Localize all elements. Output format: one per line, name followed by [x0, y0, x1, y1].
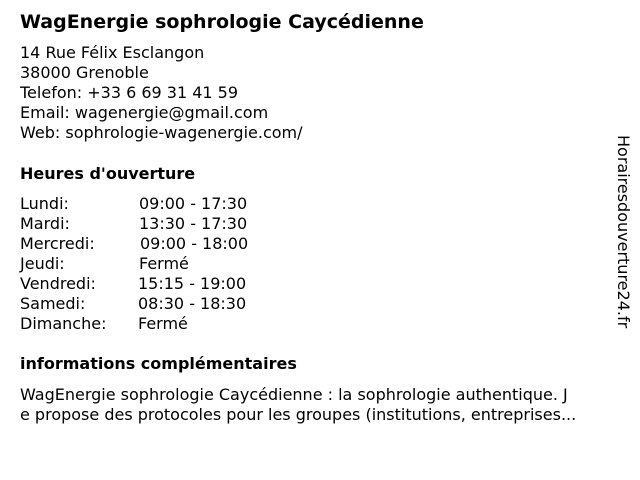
watermark-text: Horairesdouverture24.fr: [614, 135, 633, 329]
phone-number: Telefon: +33 6 69 31 41 59: [20, 83, 239, 102]
time-value: 13:30 - 17:30: [139, 214, 248, 233]
description-line: WagEnergie sophrologie Caycédienne : la sophrologie authentique. J: [20, 385, 568, 404]
day-label: Samedi:: [20, 294, 86, 313]
contact-block: [20, 43, 303, 143]
day-label: Lundi:: [20, 194, 69, 213]
time-value: 15:15 - 19:00: [138, 274, 247, 293]
time-value: Fermé: [139, 254, 189, 273]
time-value: Fermé: [138, 314, 188, 333]
business-name: WagEnergie sophrologie Caycédienne: [20, 11, 424, 33]
email-address: Email: wagenergie@gmail.com: [20, 103, 269, 122]
day-label: Vendredi:: [20, 274, 96, 293]
description-line: e propose des protocoles pour les groupes (institutions, entreprises...: [20, 405, 577, 424]
address-city: 38000 Grenoble: [20, 63, 149, 82]
day-label: Jeudi:: [20, 254, 65, 273]
time-value: 09:00 - 18:00: [140, 234, 249, 253]
website: Web: sophrologie-wagenergie.com/: [20, 123, 303, 142]
time-value: 08:30 - 18:30: [138, 294, 247, 313]
day-label: Dimanche:: [20, 314, 107, 333]
address-street: 14 Rue Félix Esclangon: [20, 43, 205, 62]
hours-heading: Heures d'ouverture: [20, 164, 196, 183]
info-heading: informations complémentaires: [20, 354, 297, 373]
day-label: Mardi:: [20, 214, 70, 233]
day-label: Mercredi:: [20, 234, 95, 253]
info-description: [20, 385, 632, 425]
time-value: 09:00 - 17:30: [139, 194, 248, 213]
